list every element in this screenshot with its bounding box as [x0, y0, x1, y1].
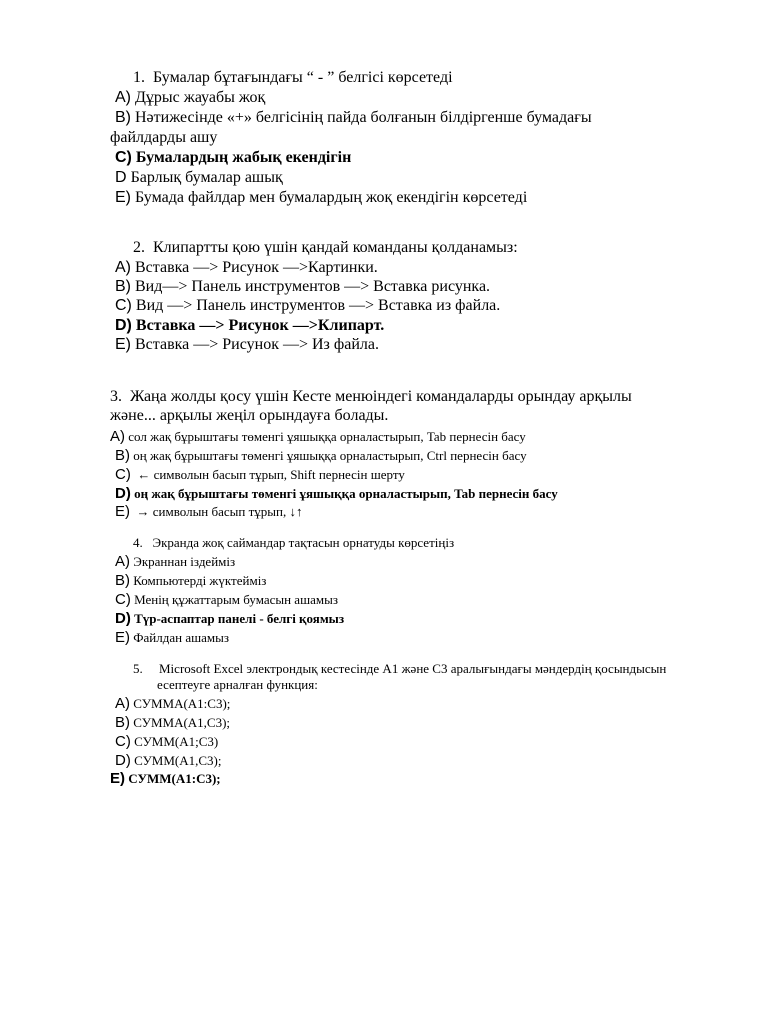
question-5-title-line-2: есептеуге арналған функция:	[157, 677, 318, 692]
question-text: Экранда жоқ саймандар тақтасын орнатуды көрсетіңіз	[152, 535, 455, 550]
question-text-line-1: Жаңа жолды қосу үшін Кесте менюіндегі командаларды орындау арқылы	[130, 388, 632, 405]
question-text: Бумалар бұтағындағы “ - ” белгісі көрсетеді	[153, 69, 453, 86]
option-b: B) оң жақ бұрыштағы төменгі ұяшыққа орналастырып, Ctrl пернесін басу	[115, 447, 527, 464]
question-3-title	[110, 389, 632, 405]
option-d: D Барлық бумалар ашық	[115, 169, 283, 186]
option-a: A) СУММА(A1:C3);	[115, 695, 231, 712]
option-c: C) Менің құжаттарым бумасын ашамыз	[115, 591, 338, 608]
option-b: B) Вид—> Панель инструментов —> Вставка рисунка.	[115, 278, 491, 295]
option-a: A) Экраннан іздейміз	[115, 553, 236, 570]
option-a: A) Вставка —> Рисунок —>Картинки.	[115, 259, 378, 276]
option-c-correct: C) Бумалардың жабық екендігін	[115, 149, 352, 166]
option-d: D) СУММ(A1,C3);	[115, 752, 222, 769]
question-4-title	[133, 536, 454, 549]
question-number: 4.	[133, 535, 143, 550]
question-3-title-line-2: және... арқылы жеңіл орындауға болады.	[110, 407, 389, 424]
option-e-correct: E) СУММ(A1:C3);	[110, 770, 221, 787]
question-number: 1.	[133, 69, 145, 86]
option-d-correct: D) Вставка —> Рисунок —>Клипарт.	[115, 317, 385, 334]
option-b: B) Нәтижесінде «+» белгісінің пайда болғанын білдіргенше бумадағы	[115, 109, 592, 126]
question-number: 5.	[133, 661, 143, 676]
option-d-correct: D) оң жақ бұрыштағы төменгі ұяшыққа орналастырып, Tab пернесін басу	[115, 485, 558, 502]
option-c: C) ← символын басып тұрып, Shift пернесін шерту	[115, 466, 405, 483]
option-b: B) СУММА(A1,C3);	[115, 714, 231, 731]
question-text: Клипартты қою үшін қандай команданы қолданамыз:	[153, 239, 518, 256]
option-e: E) Вставка —> Рисунок —> Из файла.	[115, 336, 379, 353]
option-d-correct: D) Түр-аспаптар панелі - белгі қоямыз	[115, 610, 345, 627]
question-1-title	[133, 70, 453, 86]
question-2-title	[133, 240, 518, 256]
option-a: A) Дұрыс жауабы жоқ	[115, 89, 266, 106]
option-e: E) → символын басып тұрып, ↓↑	[115, 503, 303, 520]
question-5-title	[133, 662, 666, 675]
question-number: 2.	[133, 239, 145, 256]
option-c: C) СУММ(A1;C3)	[115, 733, 219, 750]
option-a: A) сол жақ бұрыштағы төменгі ұяшыққа орналастырып, Tab пернесін басу	[110, 428, 526, 445]
option-c: C) Вид —> Панель инструментов —> Вставка из файла.	[115, 297, 501, 314]
question-number: 3.	[110, 388, 122, 405]
option-b-continued: файлдарды ашу	[110, 129, 218, 146]
question-text-line-1: Microsoft Excel электрондық кестесінде A1 және C3 аралығындағы мәндердің қосындысын	[159, 661, 667, 676]
option-e: E) Файлдан ашамыз	[115, 629, 229, 646]
option-b: B) Компьютерді жүктейміз	[115, 572, 267, 589]
option-e: E) Бумада файлдар мен бумалардың жоқ екендігін көрсетеді	[115, 189, 528, 206]
